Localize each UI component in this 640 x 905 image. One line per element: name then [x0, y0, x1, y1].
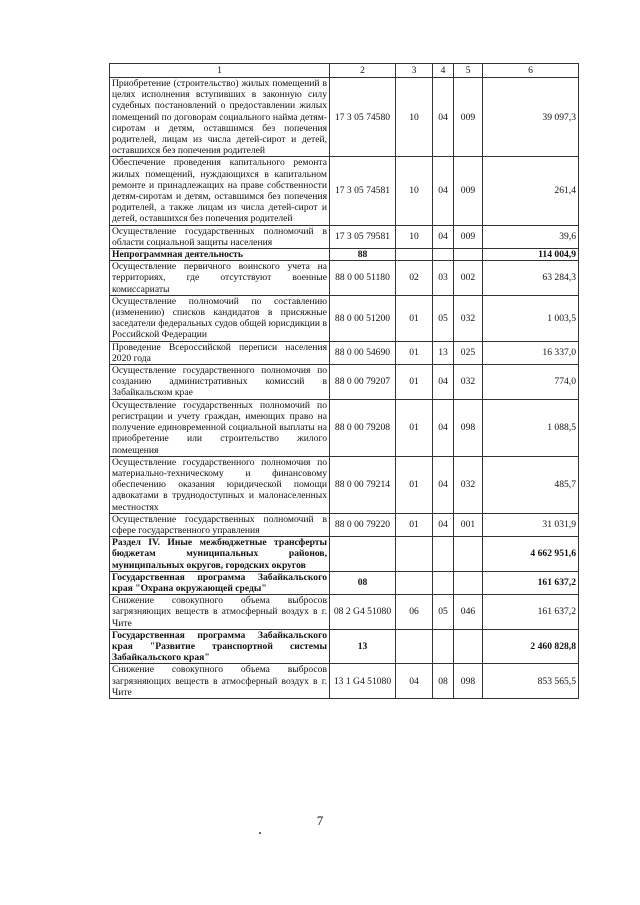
- row-section-cell: 04: [396, 664, 433, 699]
- row-code-cell: 88 0 00 51180: [330, 261, 396, 296]
- row-sum-cell: 16 337,0: [483, 341, 579, 364]
- row-code-cell: 88 0 00 79208: [330, 399, 396, 456]
- row-expense-type-cell: [454, 629, 483, 664]
- header-col-2: 2: [330, 64, 396, 78]
- header-col-6: 6: [483, 64, 579, 78]
- row-code-cell: [330, 537, 396, 572]
- row-code-cell: 08 2 G4 51080: [330, 595, 396, 630]
- row-section-cell: [396, 629, 433, 664]
- row-code-cell: 17 3 05 74580: [330, 78, 396, 157]
- row-name-cell: Осуществление государственных полномочий по регистрации и учету граждан, имеющих право на получение единовременной социальной выплаты на приобретение или строительство жилого помещения: [110, 399, 330, 456]
- row-code-cell: 88 0 00 54690: [330, 341, 396, 364]
- scan-speck: [259, 832, 261, 834]
- table-row: [110, 664, 579, 699]
- row-sum-cell: 161 637,2: [483, 595, 579, 630]
- table-row: [110, 225, 579, 248]
- table-row: [110, 456, 579, 513]
- row-expense-type-cell: 032: [454, 456, 483, 513]
- row-expense-type-cell: 001: [454, 513, 483, 536]
- row-subsection-cell: [433, 571, 454, 594]
- row-section-cell: 10: [396, 78, 433, 157]
- row-sum-cell: 4 662 951,6: [483, 537, 579, 572]
- row-sum-cell: 485,7: [483, 456, 579, 513]
- table-row: [110, 78, 579, 157]
- row-expense-type-cell: 032: [454, 295, 483, 341]
- table-row: [110, 365, 579, 400]
- row-section-cell: [396, 249, 433, 261]
- page-number: 7: [316, 813, 324, 828]
- row-name-cell: Снижение совокупного объема выбросов загрязняющих веществ в атмосферный воздух в г. Чите: [110, 595, 330, 630]
- row-section-cell: 01: [396, 399, 433, 456]
- row-code-cell: 88 0 00 79214: [330, 456, 396, 513]
- table-row: [110, 537, 579, 572]
- table-row: [110, 157, 579, 225]
- row-name-cell: Обеспечение проведения капитального ремонта жилых помещений, нуждающихся в капитальном ремонте и принадлежащих на праве собственности детям-сиротам и детям, оставшимся без попечения родителей, а также лицам из числа детей-сирот и детей, оставшихся без попечения родителей: [110, 157, 330, 225]
- row-name-cell: Приобретение (строительство) жилых помещений в целях исполнения вступивших в законную силу судебных постановлений о предоставлении жилых помещений по договорам социального найма детям-сиротам и детям, оставшимся без попечения родителей, лицам из числа детей-сирот и детей, оставшихся без попечения родителей: [110, 78, 330, 157]
- row-subsection-cell: 05: [433, 295, 454, 341]
- row-subsection-cell: 04: [433, 225, 454, 248]
- table-row: [110, 571, 579, 594]
- table-header-row: [110, 64, 579, 78]
- row-sum-cell: 1 003,5: [483, 295, 579, 341]
- row-subsection-cell: 04: [433, 456, 454, 513]
- row-section-cell: [396, 571, 433, 594]
- row-subsection-cell: 04: [433, 399, 454, 456]
- row-name-cell: Осуществление государственных полномочий в области социальной защиты населения: [110, 225, 330, 248]
- row-sum-cell: 1 088,5: [483, 399, 579, 456]
- row-expense-type-cell: [454, 571, 483, 594]
- row-section-cell: 10: [396, 157, 433, 225]
- row-section-cell: 01: [396, 456, 433, 513]
- row-sum-cell: 63 284,3: [483, 261, 579, 296]
- row-expense-type-cell: 025: [454, 341, 483, 364]
- row-name-cell: Осуществление государственного полномочия по материально-техническому и финансовому обеспечению оказания юридической помощи адвокатами в труднодоступных и малонаселенных местностях: [110, 456, 330, 513]
- table-row: [110, 629, 579, 664]
- header-col-3: 3: [396, 64, 433, 78]
- row-expense-type-cell: 098: [454, 399, 483, 456]
- row-subsection-cell: 04: [433, 365, 454, 400]
- header-col-5: 5: [454, 64, 483, 78]
- row-sum-cell: 853 565,5: [483, 664, 579, 699]
- row-sum-cell: 39 097,3: [483, 78, 579, 157]
- row-section-cell: 02: [396, 261, 433, 296]
- row-sum-cell: 261,4: [483, 157, 579, 225]
- row-section-cell: [396, 537, 433, 572]
- table-row: [110, 399, 579, 456]
- row-expense-type-cell: [454, 537, 483, 572]
- row-name-cell: Осуществление первичного воинского учета на территориях, где отсутствуют военные комиссариаты: [110, 261, 330, 296]
- row-name-cell: Осуществление государственных полномочий в сфере государственного управления: [110, 513, 330, 536]
- row-subsection-cell: [433, 249, 454, 261]
- row-name-cell: Непрограммная деятельность: [110, 249, 330, 261]
- table-row: [110, 261, 579, 296]
- row-sum-cell: 31 031,9: [483, 513, 579, 536]
- budget-table: [109, 63, 579, 699]
- row-sum-cell: 114 004,9: [483, 249, 579, 261]
- row-subsection-cell: 13: [433, 341, 454, 364]
- row-sum-cell: 39,6: [483, 225, 579, 248]
- row-section-cell: 01: [396, 295, 433, 341]
- row-section-cell: 01: [396, 513, 433, 536]
- row-name-cell: Государственная программа Забайкальского края "Развитие транспортной системы Забайкальского края": [110, 629, 330, 664]
- row-code-cell: 08: [330, 571, 396, 594]
- row-subsection-cell: 08: [433, 664, 454, 699]
- row-expense-type-cell: [454, 249, 483, 261]
- table-row: [110, 341, 579, 364]
- row-subsection-cell: 04: [433, 513, 454, 536]
- table-row: [110, 513, 579, 536]
- row-expense-type-cell: 002: [454, 261, 483, 296]
- row-sum-cell: 774,0: [483, 365, 579, 400]
- row-name-cell: Проведение Всероссийской переписи населения 2020 года: [110, 341, 330, 364]
- row-sum-cell: 161 637,2: [483, 571, 579, 594]
- row-section-cell: 01: [396, 341, 433, 364]
- header-col-4: 4: [433, 64, 454, 78]
- row-section-cell: 06: [396, 595, 433, 630]
- row-subsection-cell: 04: [433, 78, 454, 157]
- row-code-cell: 17 3 05 74581: [330, 157, 396, 225]
- row-expense-type-cell: 009: [454, 78, 483, 157]
- row-section-cell: 10: [396, 225, 433, 248]
- table-row: [110, 595, 579, 630]
- row-code-cell: 13 1 G4 51080: [330, 664, 396, 699]
- row-code-cell: 17 3 05 79581: [330, 225, 396, 248]
- row-subsection-cell: 03: [433, 261, 454, 296]
- row-subsection-cell: 05: [433, 595, 454, 630]
- row-section-cell: 01: [396, 365, 433, 400]
- row-expense-type-cell: 046: [454, 595, 483, 630]
- table-row: [110, 295, 579, 341]
- row-code-cell: 88 0 00 79207: [330, 365, 396, 400]
- header-col-1: 1: [110, 64, 330, 78]
- row-code-cell: 88: [330, 249, 396, 261]
- table-row: [110, 249, 579, 261]
- row-name-cell: Осуществление полномочий по составлению (изменению) списков кандидатов в присяжные заседатели федеральных судов общей юрисдикции в Российской Федерации: [110, 295, 330, 341]
- row-expense-type-cell: 009: [454, 225, 483, 248]
- row-name-cell: Государственная программа Забайкальского края "Охрана окружающей среды": [110, 571, 330, 594]
- row-code-cell: 88 0 00 79220: [330, 513, 396, 536]
- row-subsection-cell: [433, 537, 454, 572]
- row-name-cell: Раздел IV. Иные межбюджетные трансферты бюджетам муниципальных районов, муниципальных округов, городских округов: [110, 537, 330, 572]
- row-code-cell: 88 0 00 51200: [330, 295, 396, 341]
- row-name-cell: Осуществление государственного полномочия по созданию административных комиссий в Забайкальском крае: [110, 365, 330, 400]
- row-name-cell: Снижение совокупного объема выбросов загрязняющих веществ в атмосферный воздух в г. Чите: [110, 664, 330, 699]
- row-subsection-cell: [433, 629, 454, 664]
- row-expense-type-cell: 098: [454, 664, 483, 699]
- row-sum-cell: 2 460 828,8: [483, 629, 579, 664]
- row-subsection-cell: 04: [433, 157, 454, 225]
- row-expense-type-cell: 009: [454, 157, 483, 225]
- row-code-cell: 13: [330, 629, 396, 664]
- row-expense-type-cell: 032: [454, 365, 483, 400]
